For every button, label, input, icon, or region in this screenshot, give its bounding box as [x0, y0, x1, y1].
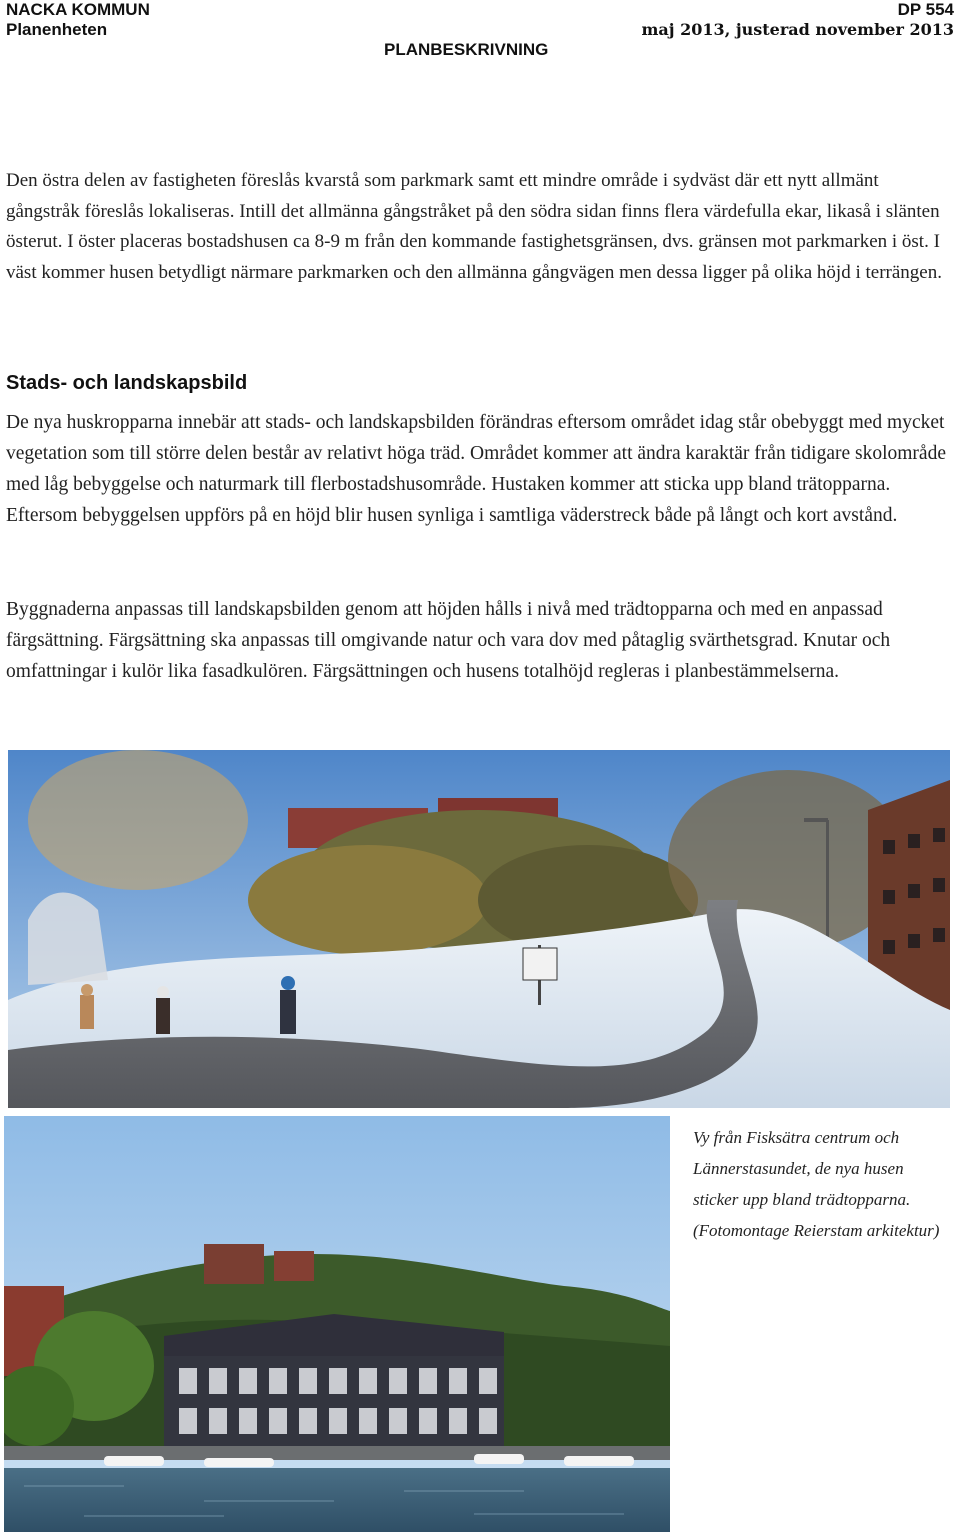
plan-id: DP 554: [897, 0, 954, 19]
caption-line-1: Vy från Fisksätra centrum och: [693, 1128, 900, 1147]
paragraph-stadsbild: De nya huskropparna innebär att stads- och landskapsbilden förändras eftersom området idag står obebyggt med mycket vegetation som till större delen består av relativt höga träd. Området kommer att ändra karaktär från tidigare skolområde med låg bebyggelse och naturmark till flerbostadshusområde. Hustaken kommer att sticka upp bland trätopparna. Eftersom bebyggelsen uppförs på en höjd blir husen synliga i samtliga väderstreck både på långt och kort avstånd.: [6, 412, 946, 526]
document-type: PLANBESKRIVNING: [384, 40, 549, 59]
winter-path-photo: [8, 750, 950, 1108]
paragraph-parkmark: Den östra delen av fastigheten föreslås kvarstå som parkmark samt ett mindre område i sydväst där ett nytt allmänt gångstråk föreslås lokaliseras. Intill det allmänna gångstråket på den södra sidan finns flera värdefulla ekar, likaså i slänten österut. I öster placeras bostadshusen ca 8-9 m från den kommande fastighetsgränsen, dvs. gränsen mot parkmarken i öst. I väst kommer husen betydligt närmare parkmarken och den allmänna gångvägen men dessa ligger på olika höjd i terrängen.: [6, 170, 942, 283]
photo-caption: [693, 1122, 955, 1246]
caption-line-4: (Fotomontage Reierstam arkitektur): [693, 1221, 940, 1240]
section-heading: Stads- och landskapsbild: [6, 372, 248, 394]
document-date: maj 2013, justerad november 2013: [641, 20, 954, 39]
paragraph-anpassning: Byggnaderna anpassas till landskapsbilden genom att höjden hålls i nivå med trädtopparna och med en anpassad färgsättning. Färgsättning ska anpassas till omgivande natur och vara dov med påtaglig svärthetsgrad. Knutar och omfattningar i kulör lika fasadkulören. Färgsättningen och husens totalhöjd regleras i planbestämmelserna.: [6, 599, 891, 682]
municipality-name: NACKA KOMMUN: [6, 0, 150, 19]
caption-line-3: sticker upp bland trädtopparna.: [693, 1190, 911, 1209]
harbor-view-photo: [4, 1116, 670, 1532]
caption-line-2: Lännerstasundet, de nya husen: [693, 1159, 904, 1178]
department-name: Planenheten: [6, 20, 108, 39]
